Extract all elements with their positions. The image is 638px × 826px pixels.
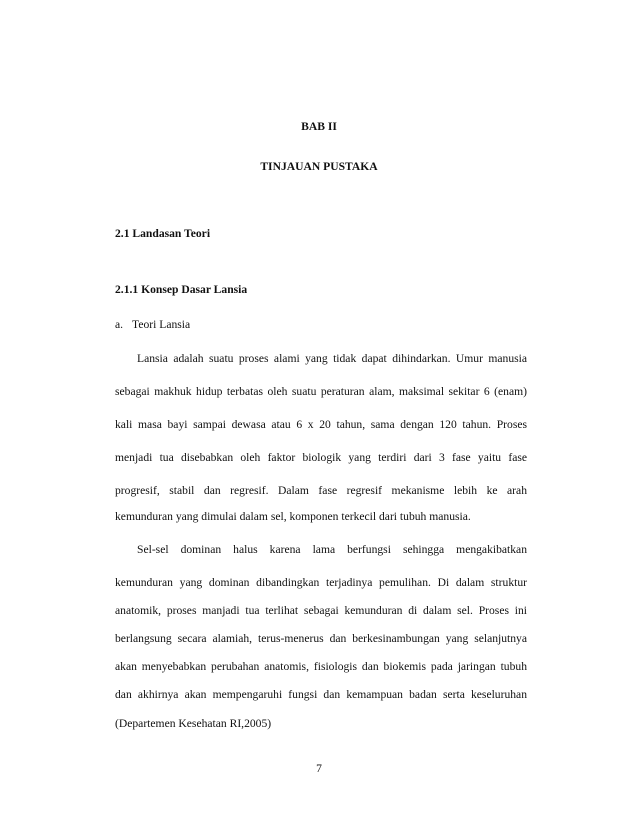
chapter-number: BAB II: [301, 120, 337, 133]
paragraph-2-line: kemunduran yang dominan dibandingkan terjadinya pemulihan. Di dalam struktur: [115, 576, 527, 589]
list-item: [115, 318, 527, 332]
page-number: 7: [316, 762, 322, 775]
paragraph-1-line: sebagai makhuk hidup terbatas oleh suatu peraturan alam, maksimal sekitar 6 (enam): [115, 385, 527, 398]
paragraph-2-line: (Departemen Kesehatan RI,2005): [115, 717, 272, 730]
paragraph-2-line: Sel-sel dominan halus karena lama berfungsi sehingga mengakibatkan: [137, 543, 527, 556]
paragraph-1-line: kemunduran yang dimulai dalam sel, komponen terkecil dari tubuh manusia.: [115, 510, 471, 523]
paragraph-1-line: menjadi tua disebabkan oleh faktor biologik yang terdiri dari 3 fase yaitu fase: [115, 451, 527, 464]
paragraph-2-line: akan menyebabkan perubahan anatomis, fisiologis dan biokemis pada jaringan tubuh: [115, 660, 527, 673]
paragraph-2-line: berlangsung secara alamiah, terus-menerus dan berkesinambungan yang selanjutnya: [115, 632, 527, 645]
list-marker: a.: [115, 318, 124, 331]
section-heading: 2.1 Landasan Teori: [115, 227, 211, 240]
list-label: Teori Lansia: [132, 318, 191, 331]
paragraph-1-line: kali masa bayi sampai dewasa atau 6 x 20 tahun, sama dengan 120 tahun. Proses: [115, 418, 527, 431]
paragraph-2-line: dan akhirnya akan mempengaruhi fungsi dan kemampuan badan serta keseluruhan: [115, 688, 527, 701]
paragraph-1-line: Lansia adalah suatu proses alami yang tidak dapat dihindarkan. Umur manusia: [137, 352, 527, 365]
subsection-heading: 2.1.1 Konsep Dasar Lansia: [115, 283, 248, 296]
paragraph-2-line: anatomik, proses manjadi tua terlihat sebagai kemunduran di dalam sel. Proses ini: [115, 604, 527, 617]
chapter-title: TINJAUAN PUSTAKA: [260, 160, 378, 173]
paragraph-1-line: progresif, stabil dan regresif. Dalam fase regresif mekanisme lebih ke arah: [115, 484, 527, 497]
